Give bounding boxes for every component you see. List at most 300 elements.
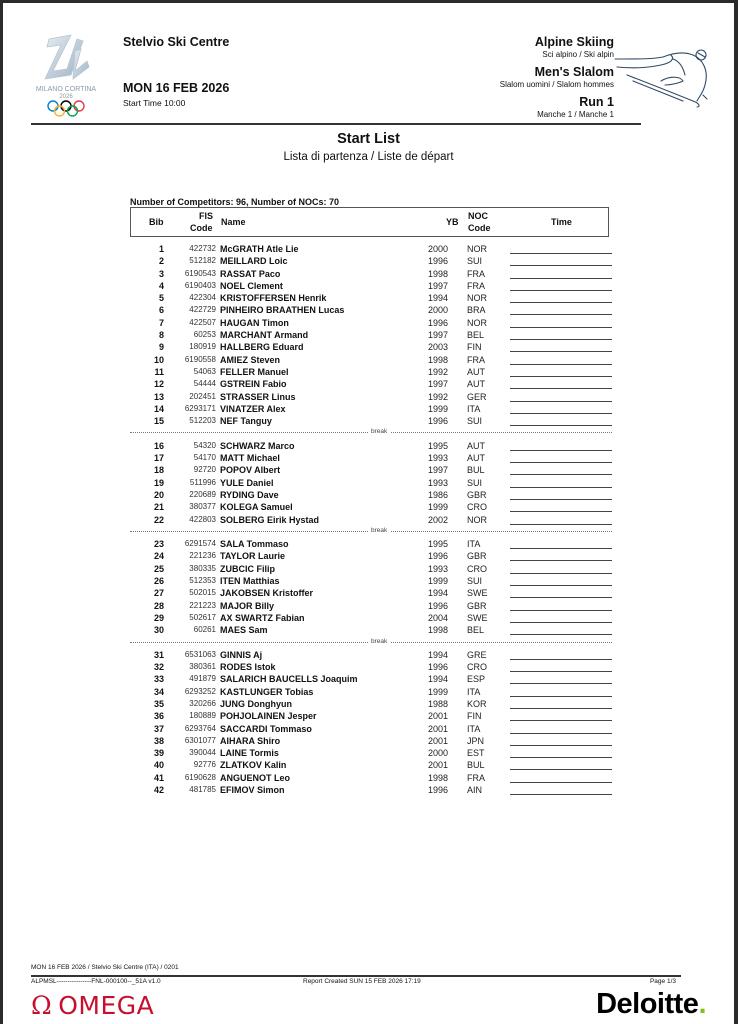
noc-code: ITA (467, 686, 481, 697)
fis-code: 6190628 (184, 772, 216, 782)
bib-number: 34 (153, 686, 164, 697)
bib-number: 14 (153, 403, 164, 414)
fis-code: 481785 (189, 785, 216, 795)
year-of-birth: 2004 (428, 612, 449, 623)
athlete-name: PINHEIRO BRAATHEN Lucas (220, 305, 345, 316)
fis-code: 180889 (189, 711, 216, 721)
fis-code: 60261 (193, 625, 216, 635)
start-time: Start Time 10:00 (123, 98, 186, 108)
bib-number: 4 (158, 280, 164, 291)
year-of-birth: 2001 (428, 711, 449, 722)
year-of-birth: 1998 (428, 354, 449, 365)
athlete-name: VINATZER Alex (220, 403, 286, 414)
athlete-name: HALLBERG Eduard (220, 342, 304, 353)
table-row (130, 366, 609, 378)
athlete-name: MATT Michael (220, 453, 280, 464)
omega-symbol-icon: Ω (31, 991, 53, 1020)
bib-number: 21 (153, 502, 164, 513)
table-row (130, 292, 609, 304)
table-row (130, 649, 609, 661)
competitor-summary: Number of Competitors: 96, Number of NOCs: 70 (130, 197, 340, 207)
fis-code: 6190403 (184, 280, 216, 290)
fis-code: 6531063 (184, 649, 216, 659)
athlete-name: SALA Tommaso (220, 539, 289, 550)
time-blank-line (510, 302, 612, 303)
noc-code: BUL (467, 465, 485, 476)
fis-code: 512203 (189, 416, 216, 426)
year-of-birth: 1992 (428, 366, 449, 377)
document-page (3, 3, 734, 1024)
time-blank-line (510, 462, 612, 463)
year-of-birth: 1993 (428, 563, 449, 574)
bib-number: 26 (153, 576, 164, 587)
bib-number: 38 (153, 735, 164, 746)
venue-name: Stelvio Ski Centre (123, 35, 230, 49)
noc-code: SWE (467, 588, 488, 599)
table-row (130, 710, 609, 722)
fis-code: 54063 (193, 366, 216, 376)
fis-code: 6190543 (184, 268, 216, 278)
time-blank-line (510, 597, 612, 598)
table-row (130, 304, 609, 316)
bib-number: 40 (153, 760, 164, 771)
table-row (130, 341, 609, 353)
athlete-name: McGRATH Atle Lie (220, 244, 299, 254)
noc-code: NOR (467, 293, 487, 304)
bib-number: 32 (153, 662, 164, 673)
omega-logo (31, 991, 154, 1020)
athlete-name: GINNIS Aj (220, 649, 263, 660)
athlete-name: RODES Istok (220, 662, 276, 673)
fis-code: 491879 (189, 674, 216, 684)
bib-number: 16 (153, 440, 164, 451)
noc-code: AUT (467, 379, 485, 390)
noc-code: FIN (467, 342, 482, 353)
run-name: Run 1 (579, 95, 614, 109)
athlete-name: AMIEZ Steven (220, 354, 281, 365)
fis-code: 92720 (193, 465, 216, 475)
noc-code: GRE (467, 649, 487, 660)
fis-code: 92776 (193, 760, 216, 770)
athlete-name: YULE Daniel (220, 477, 274, 488)
noc-code: SUI (467, 477, 483, 488)
noc-code: SUI (467, 416, 483, 427)
time-blank-line (510, 474, 612, 475)
table-row (130, 624, 609, 636)
time-blank-line (510, 401, 612, 402)
noc-code: NOR (467, 514, 487, 525)
athlete-name: SALARICH BAUCELLS Joaquim (220, 674, 358, 685)
athlete-name: NOEL Clement (220, 280, 283, 291)
bib-number: 22 (153, 514, 164, 525)
year-of-birth: 1986 (428, 489, 449, 500)
footer-divider (31, 975, 681, 977)
fis-code: 6293171 (184, 403, 216, 413)
table-row (130, 673, 609, 685)
table-row (130, 489, 609, 501)
bib-number: 9 (158, 342, 164, 353)
time-blank-line (510, 290, 612, 291)
noc-code: GBR (467, 551, 487, 562)
athlete-name: POPOV Albert (220, 465, 281, 476)
bib-number: 6 (158, 305, 164, 316)
time-blank-line (510, 351, 612, 352)
athlete-name: ITEN Matthias (220, 576, 280, 587)
table-row (130, 317, 609, 329)
year-of-birth: 1999 (428, 686, 449, 697)
time-blank-line (510, 548, 612, 549)
noc-code: SUI (467, 576, 483, 587)
year-of-birth: 1996 (428, 416, 449, 427)
athlete-name: POHJOLAINEN Jesper (220, 711, 317, 722)
athlete-name: SACCARDI Tommaso (220, 723, 312, 734)
bib-number: 3 (158, 268, 164, 279)
time-blank-line (510, 524, 612, 525)
fis-code: 6301077 (184, 735, 216, 745)
column-header-yb: YB (446, 217, 459, 227)
deloitte-wordmark: Deloitte (596, 988, 699, 1020)
table-row (130, 415, 609, 427)
noc-code: FRA (467, 280, 485, 291)
athlete-name: HAUGAN Timon (220, 317, 289, 328)
bib-number: 28 (153, 600, 164, 611)
year-of-birth: 1996 (428, 785, 449, 796)
year-of-birth: 2000 (428, 305, 449, 316)
bib-number: 35 (153, 698, 164, 709)
noc-code: ITA (467, 723, 481, 734)
noc-code: AUT (467, 366, 485, 377)
noc-code: ESP (467, 674, 486, 685)
noc-code: FRA (467, 354, 485, 365)
noc-code: ITA (467, 539, 481, 550)
time-blank-line (510, 573, 612, 574)
table-row (130, 243, 609, 255)
fis-code: 6293252 (184, 686, 216, 696)
time-blank-line (510, 720, 612, 721)
time-blank-line (510, 757, 612, 758)
athlete-name: FELLER Manuel (220, 366, 289, 377)
noc-code: JPN (467, 735, 485, 746)
fis-code: 422729 (189, 305, 216, 315)
fis-code: 502015 (189, 588, 216, 598)
noc-code: ITA (467, 403, 481, 414)
break-label: break (368, 637, 390, 647)
table-row (130, 784, 609, 796)
year-of-birth: 1998 (428, 625, 449, 636)
noc-code: BRA (467, 305, 486, 316)
year-of-birth: 1995 (428, 539, 449, 550)
table-row (130, 747, 609, 759)
fis-code: 6190558 (184, 354, 216, 364)
fis-code: 380335 (189, 563, 216, 573)
fis-code: 390044 (189, 748, 216, 758)
document-title: Start List (337, 131, 400, 147)
fis-code: 502617 (189, 612, 216, 622)
table-row (130, 575, 609, 587)
athlete-name: STRASSER Linus (220, 391, 296, 402)
year-of-birth: 2000 (428, 244, 449, 254)
year-of-birth: 1993 (428, 477, 449, 488)
athlete-name: ZLATKOV Kalin (220, 760, 287, 771)
fis-code: 422803 (189, 514, 216, 524)
table-row (130, 587, 609, 599)
bib-number: 42 (153, 785, 164, 796)
table-row (130, 452, 609, 464)
fis-code: 220689 (189, 489, 216, 499)
time-blank-line (510, 487, 612, 488)
event-name-translation: Slalom uomini / Slalom hommes (499, 80, 614, 89)
table-row (130, 698, 609, 710)
noc-code: AUT (467, 453, 485, 464)
bib-number: 25 (153, 563, 164, 574)
start-list-table (130, 243, 609, 796)
athlete-name: TAYLOR Laurie (220, 551, 286, 562)
bib-number: 2 (158, 256, 164, 267)
column-header-noc-line2: Code (468, 223, 491, 233)
noc-code: GER (467, 391, 487, 402)
year-of-birth: 1996 (428, 317, 449, 328)
table-row (130, 735, 609, 747)
athlete-name: MEILLARD Loic (220, 256, 288, 267)
table-row (130, 354, 609, 366)
noc-code: SWE (467, 612, 488, 623)
sport-name-translation: Sci alpino / Ski alpin (542, 50, 614, 59)
athlete-name: RASSAT Paco (220, 268, 281, 279)
bib-number: 8 (158, 330, 164, 341)
bib-number: 23 (153, 539, 164, 550)
omega-wordmark: OMEGA (58, 991, 155, 1020)
athlete-name: KRISTOFFERSEN Henrik (220, 293, 327, 304)
table-row (130, 661, 609, 673)
table-row (130, 391, 609, 403)
time-blank-line (510, 265, 612, 266)
svg-text:MILANO CORTINA: MILANO CORTINA (35, 86, 97, 93)
fis-code: 380377 (189, 502, 216, 512)
time-blank-line (510, 413, 612, 414)
time-blank-line (510, 782, 612, 783)
deloitte-dot-icon: . (698, 988, 706, 1020)
athlete-name: MAJOR Billy (220, 600, 275, 611)
year-of-birth: 1999 (428, 403, 449, 414)
column-header-fis-line1: FIS (199, 211, 214, 221)
break-label: break (368, 427, 390, 437)
deloitte-logo (596, 988, 706, 1021)
time-blank-line (510, 314, 612, 315)
time-blank-line (510, 622, 612, 623)
noc-code: AIN (467, 785, 483, 796)
noc-code: CRO (467, 563, 487, 574)
year-of-birth: 2001 (428, 760, 449, 771)
fis-code: 422732 (189, 244, 216, 253)
alpine-skier-pictogram-icon (613, 45, 718, 110)
athlete-name: LAINE Tormis (220, 748, 279, 759)
time-blank-line (510, 683, 612, 684)
bib-number: 5 (158, 293, 164, 304)
table-row (130, 255, 609, 267)
footer-report-code: ALPMSL----------------FNL-000100--_51A v1.0 (31, 978, 161, 985)
bib-number: 24 (153, 551, 164, 562)
table-row (130, 403, 609, 415)
bib-number: 37 (153, 723, 164, 734)
year-of-birth: 1999 (428, 576, 449, 587)
noc-code: KOR (467, 698, 487, 709)
time-blank-line (510, 511, 612, 512)
fis-code: 512182 (189, 256, 216, 266)
table-row (130, 538, 609, 550)
fis-code: 180919 (189, 342, 216, 352)
sport-name: Alpine Skiing (534, 35, 614, 49)
time-blank-line (510, 671, 612, 672)
bib-number: 12 (153, 379, 164, 390)
year-of-birth: 2001 (428, 735, 449, 746)
noc-code: GBR (467, 489, 487, 500)
table-row (130, 563, 609, 575)
bib-number: 33 (153, 674, 164, 685)
table-row (130, 477, 609, 489)
fis-code: 511996 (189, 477, 216, 487)
year-of-birth: 1997 (428, 379, 449, 390)
athlete-name: SOLBERG Eirik Hystad (220, 514, 320, 525)
year-of-birth: 1998 (428, 268, 449, 279)
athlete-name: GSTREIN Fabio (220, 379, 287, 390)
column-header-fis-line2: Code (190, 223, 213, 233)
table-row (130, 759, 609, 771)
year-of-birth: 1996 (428, 600, 449, 611)
athlete-name: MAES Sam (220, 625, 268, 636)
time-blank-line (510, 388, 612, 389)
time-blank-line (510, 634, 612, 635)
event-date: MON 16 FEB 2026 (123, 81, 230, 95)
table-row (130, 514, 609, 526)
fis-code: 54320 (193, 440, 216, 450)
athlete-name: KOLEGA Samuel (220, 502, 293, 513)
break-separator (130, 637, 609, 649)
year-of-birth: 1994 (428, 649, 449, 660)
year-of-birth: 1995 (428, 440, 449, 451)
column-header-name: Name (221, 217, 246, 227)
athlete-name: NEF Tanguy (220, 416, 272, 427)
noc-code: FRA (467, 772, 485, 783)
athlete-name: MARCHANT Armand (220, 330, 309, 341)
bib-number: 27 (153, 588, 164, 599)
time-blank-line (510, 585, 612, 586)
bib-number: 7 (158, 317, 164, 328)
footer-page-number: Page 1/3 (649, 978, 676, 985)
year-of-birth: 1997 (428, 465, 449, 476)
break-separator (130, 526, 609, 538)
noc-code: BEL (467, 625, 485, 636)
year-of-birth: 1994 (428, 674, 449, 685)
time-blank-line (510, 794, 612, 795)
time-blank-line (510, 560, 612, 561)
fis-code: 422507 (189, 317, 216, 327)
table-row (130, 268, 609, 280)
athlete-name: AIHARA Shiro (220, 735, 281, 746)
bib-number: 39 (153, 748, 164, 759)
bib-number: 36 (153, 711, 164, 722)
table-row (130, 440, 609, 452)
break-separator (130, 427, 609, 439)
noc-code: CRO (467, 662, 487, 673)
bib-number: 17 (153, 453, 164, 464)
bib-number: 19 (153, 477, 164, 488)
noc-code: AUT (467, 440, 485, 451)
fis-code: 512353 (189, 576, 216, 586)
athlete-name: ZUBCIC Filip (220, 563, 275, 574)
year-of-birth: 1997 (428, 330, 449, 341)
year-of-birth: 1999 (428, 502, 449, 513)
event-name: Men's Slalom (534, 65, 614, 79)
table-row (130, 723, 609, 735)
break-label: break (368, 526, 390, 536)
table-row (130, 772, 609, 784)
noc-code: FIN (467, 711, 482, 722)
time-blank-line (510, 745, 612, 746)
athlete-name: EFIMOV Simon (220, 785, 285, 796)
year-of-birth: 2000 (428, 748, 449, 759)
table-row (130, 550, 609, 562)
fis-code: 422304 (189, 293, 216, 303)
bib-number: 30 (153, 625, 164, 636)
bib-number: 41 (153, 772, 164, 783)
noc-code: SUI (467, 256, 483, 267)
table-row (130, 612, 609, 624)
fis-code: 60253 (193, 330, 216, 340)
noc-code: BEL (467, 330, 485, 341)
year-of-birth: 1988 (428, 698, 449, 709)
time-blank-line (510, 708, 612, 709)
bib-number: 11 (154, 366, 164, 377)
year-of-birth: 1997 (428, 280, 449, 291)
fis-code: 221236 (189, 551, 216, 561)
athlete-name: ANGUENOT Leo (220, 772, 291, 783)
table-row (130, 464, 609, 476)
bib-number: 29 (153, 612, 164, 623)
bib-number: 20 (153, 489, 164, 500)
fis-code: 221223 (189, 600, 216, 610)
time-blank-line (510, 339, 612, 340)
year-of-birth: 1993 (428, 453, 449, 464)
table-row (130, 378, 609, 390)
noc-code: CRO (467, 502, 487, 513)
athlete-name: SCHWARZ Marco (220, 440, 295, 451)
noc-code: GBR (467, 600, 487, 611)
athlete-name: JUNG Donghyun (220, 698, 292, 709)
time-blank-line (510, 733, 612, 734)
year-of-birth: 1998 (428, 772, 449, 783)
table-row (130, 329, 609, 341)
svg-text:2026: 2026 (59, 94, 73, 100)
run-name-translation: Manche 1 / Manche 1 (537, 110, 614, 119)
footer-event-info: MON 16 FEB 2026 / Stelvio Ski Centre (ITA) / 0201 (31, 964, 179, 971)
time-blank-line (510, 376, 612, 377)
time-blank-line (510, 450, 612, 451)
athlete-name: KASTLUNGER Tobias (220, 686, 314, 697)
year-of-birth: 1996 (428, 551, 449, 562)
athlete-name: AX SWARTZ Fabian (220, 612, 305, 623)
table-row (130, 600, 609, 612)
year-of-birth: 2001 (428, 723, 449, 734)
year-of-birth: 1994 (428, 293, 449, 304)
time-blank-line (510, 610, 612, 611)
table-row (130, 280, 609, 292)
time-blank-line (510, 425, 612, 426)
bib-number: 18 (153, 465, 164, 476)
noc-code: FRA (467, 268, 485, 279)
athlete-name: JAKOBSEN Kristoffer (220, 588, 314, 599)
time-blank-line (510, 696, 612, 697)
year-of-birth: 1992 (428, 391, 449, 402)
